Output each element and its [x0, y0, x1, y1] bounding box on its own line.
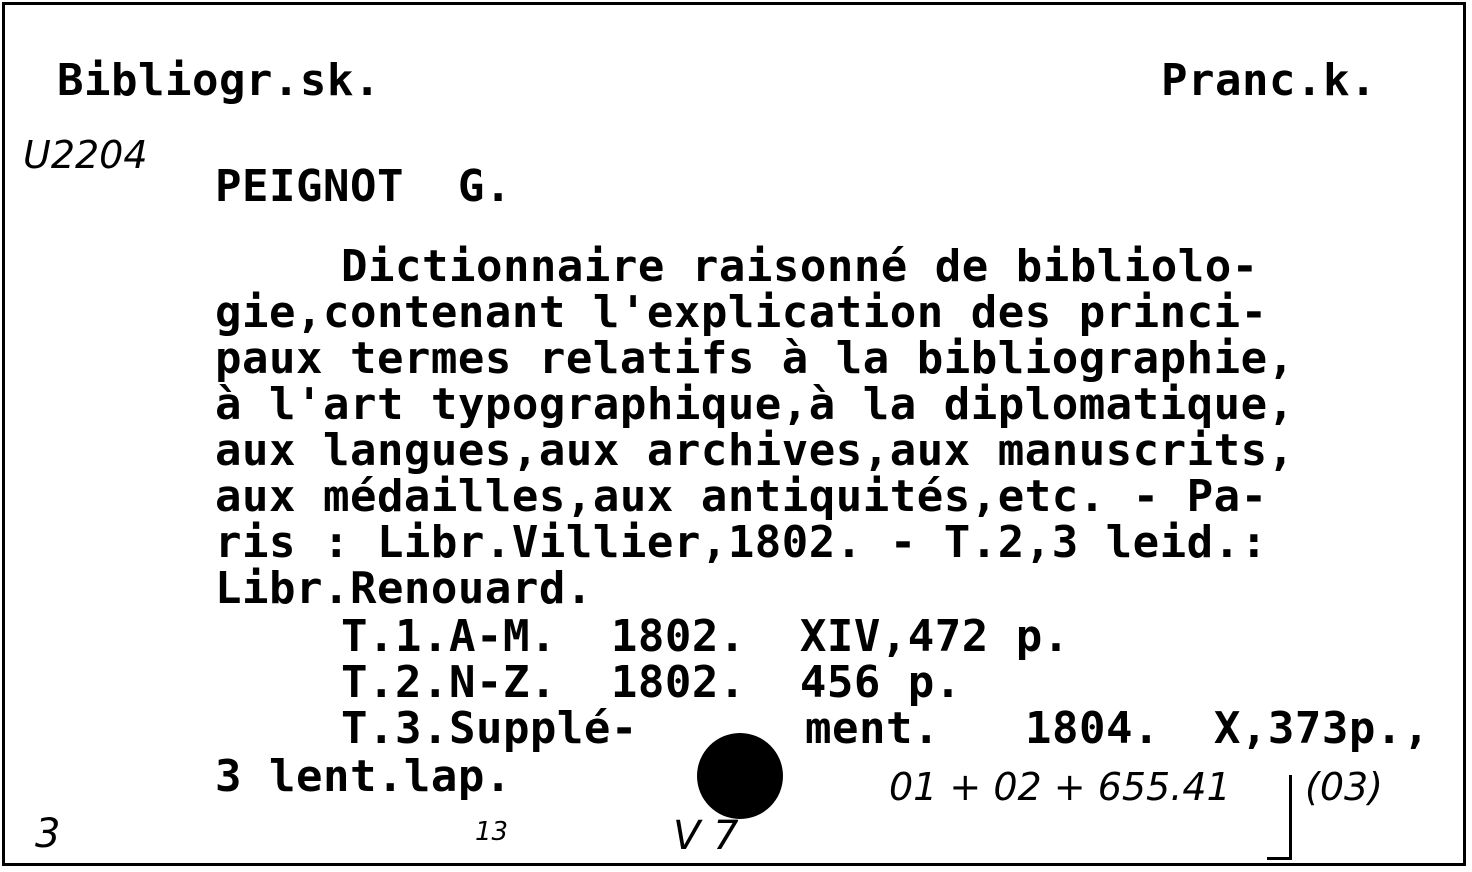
title-line: aux médailles,aux antiquités,etc. - Pa- — [215, 471, 1268, 522]
subject-category: Bibliogr.sk. — [57, 55, 381, 106]
title-line: à l'art typographique,à la diplomatique, — [215, 379, 1295, 430]
title-line: Dictionnaire raisonné de bibliolo- — [341, 241, 1259, 292]
author-name: PEIGNOT G. — [215, 161, 512, 212]
title-line: gie,contenant l'explication des princi- — [215, 287, 1268, 338]
title-line: aux langues,aux archives,aux manuscrits, — [215, 425, 1295, 476]
punch-hole — [697, 733, 783, 819]
volume-line: T.3.Supplé- — [341, 703, 638, 754]
catalog-card — [2, 2, 1466, 866]
classification-suffix: (03) — [1305, 765, 1384, 809]
volume-year-pages: 1804. X,373p., — [1025, 703, 1430, 754]
publisher-line: Libr.Renouard. — [215, 563, 593, 614]
volume-line: T.2.N-Z. 1802. 456 p. — [341, 657, 962, 708]
shelf-mark: V 7 — [673, 813, 739, 859]
classification-code: 01 + 02 + 655.41 — [889, 765, 1231, 809]
title-line: paux termes relatifs à la bibliographie, — [215, 333, 1295, 384]
plates-note: 3 lent.lap. — [215, 751, 512, 802]
catalog-number: U2204 — [23, 133, 148, 177]
card-number: 3 — [35, 811, 61, 857]
publication-line: ris : Libr.Villier,1802. - T.2,3 leid.: — [215, 517, 1268, 568]
bracket-mark — [1267, 775, 1292, 860]
small-note: 13 — [475, 817, 509, 847]
volume-line: ment. — [805, 703, 940, 754]
volume-line: T.1.A-M. 1802. XIV,472 p. — [341, 611, 1070, 662]
country-category: Pranc.k. — [1161, 55, 1377, 106]
